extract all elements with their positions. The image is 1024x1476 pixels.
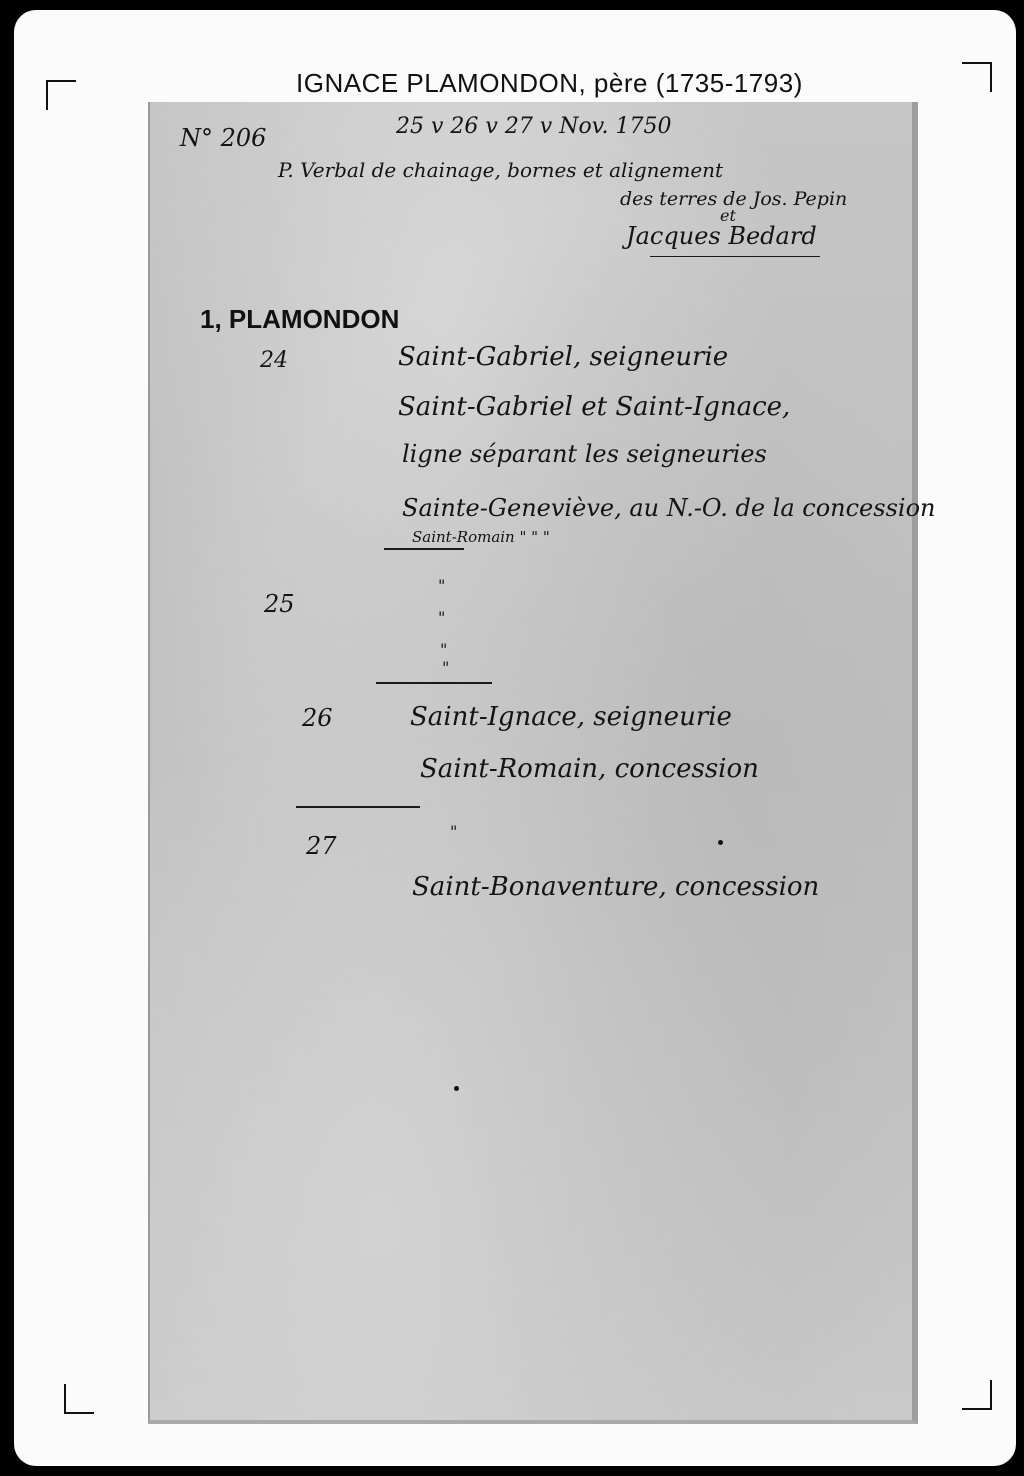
entry-line: Saint-Romain, concession — [420, 754, 759, 784]
entry-line: Saint-Bonaventure, concession — [412, 872, 820, 902]
entry-number: 27 — [306, 832, 337, 860]
ditto-mark: " — [440, 640, 448, 659]
ditto-mark: " — [438, 576, 446, 595]
document-photo — [148, 102, 936, 1424]
ditto-mark: " — [442, 658, 450, 677]
separator-line — [384, 548, 464, 550]
entry-line: Saint-Ignace, seigneurie — [410, 702, 732, 732]
entry-number: 26 — [302, 704, 333, 732]
ditto-mark: " — [450, 822, 458, 841]
section-title: 1, PLAMONDON — [200, 304, 400, 334]
entry-line: Saint-Gabriel et Saint-Ignace, — [398, 392, 791, 422]
separator-line — [296, 806, 420, 808]
separator-line — [376, 682, 492, 684]
entry-number: 24 — [260, 348, 288, 373]
crop-mark-top-right — [962, 62, 992, 92]
entry-line: Saint-Romain " " " — [412, 528, 550, 546]
entry-line: ligne séparant les seigneuries — [402, 440, 767, 468]
page-header: IGNACE PLAMONDON, père (1735-1793) — [296, 68, 803, 98]
signature-underline — [650, 256, 820, 257]
description-line-4: Jacques Bedard — [626, 222, 817, 250]
ink-dot — [718, 840, 723, 845]
entry-line: Sainte-Geneviève, au N.-O. de la concession — [402, 494, 936, 522]
ditto-mark: " — [438, 608, 446, 627]
crop-mark-bottom-left — [64, 1384, 94, 1414]
description-line-2: des terres de Jos. Pepin — [620, 188, 848, 210]
ink-dot — [454, 1086, 459, 1091]
entry-line: Saint-Gabriel, seigneurie — [398, 342, 729, 372]
description-line-1: P. Verbal de chainage, bornes et alignement — [278, 158, 724, 182]
document-date: 25 v 26 v 27 v Nov. 1750 — [396, 114, 672, 139]
description-line-3: et — [720, 206, 736, 225]
reference-number: N° 206 — [180, 124, 267, 152]
crop-mark-bottom-right — [962, 1380, 992, 1410]
crop-mark-top-left — [46, 80, 76, 110]
entry-number: 25 — [264, 590, 295, 618]
